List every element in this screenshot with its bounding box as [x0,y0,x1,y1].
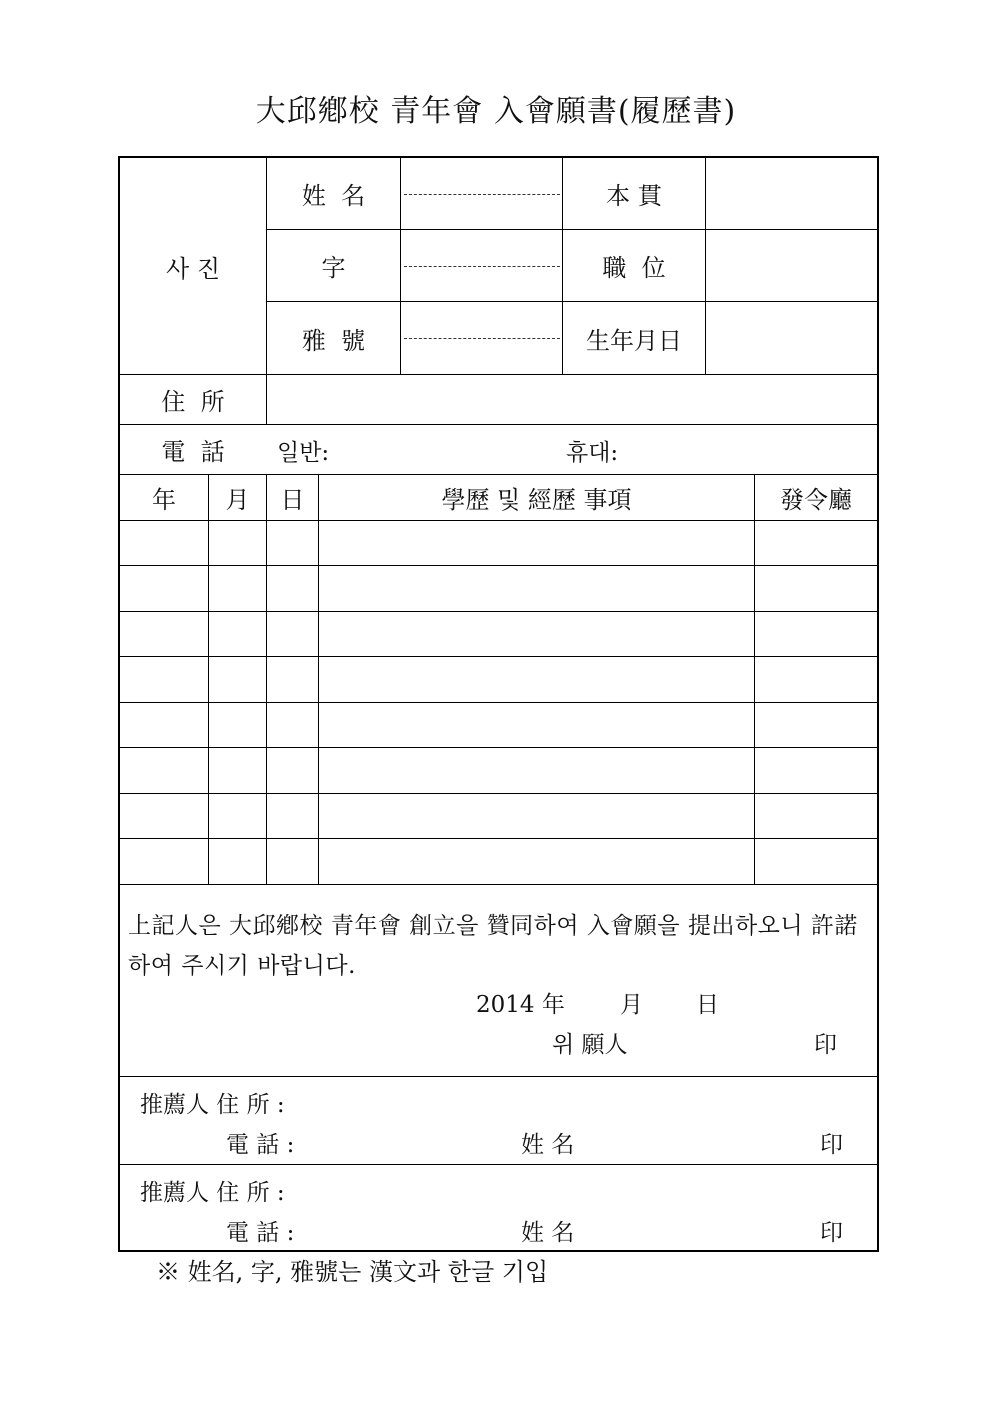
recommender-1-phone-label: 電 話 : [226,1132,295,1158]
dashed-guide [404,266,560,267]
rule [120,793,877,794]
birth-label: 生年月日 [586,326,682,355]
recommender-2-name-label: 姓 名 [521,1220,575,1246]
rule [208,474,209,884]
rule [400,158,401,374]
declaration-text: 上記人은 大邱鄕校 青年會 創立을 贊同하여 入會願을 提出하오니 許諾 하여 주시기 바랍니다. [128,913,858,979]
phone-label: 電 話 [161,438,225,466]
declaration-day: 日 [696,992,719,1018]
name-label: 姓 名 [301,182,366,210]
general-phone-label: 일반: [277,440,330,466]
rule [120,565,877,566]
recommender-2-seal: 印 [820,1220,843,1246]
issuer-header: 發令廳 [780,486,852,514]
recommender-2-address-label: 推薦人 住 所 : [140,1180,285,1206]
applicant-seal: 印 [814,1032,837,1058]
recommender-1-seal: 印 [820,1132,843,1158]
ja-label: 字 [321,254,346,282]
rule [120,1076,877,1077]
photo-label: 사 진 [166,254,220,283]
rule [120,611,877,612]
rule [120,747,877,748]
form-title: 大邱鄕校 青年會 入會願書(履歷書) [255,94,737,129]
position-label: 職 位 [602,254,666,282]
mobile-phone-label: 휴대: [566,440,619,466]
bongwan-label: 本 貫 [606,182,662,210]
rule [120,656,877,657]
matters-header: 學歷 및 經歷 事項 [441,486,632,514]
rule [120,520,877,521]
aho-label: 雅 號 [301,326,366,355]
rule [120,838,877,839]
footnote: ※ 姓名, 字, 雅號는 漢文과 한글 기입 [156,1258,549,1286]
year-header: 年 [152,486,176,514]
rule [705,158,706,374]
dashed-guide [404,338,560,339]
rule [120,1164,877,1165]
rule [754,474,755,884]
declaration-month: 月 [620,992,643,1018]
month-header: 月 [225,486,250,514]
dashed-guide [404,194,560,195]
recommender-2-phone-label: 電 話 : [226,1220,295,1246]
rule [318,474,319,884]
address-label: 住 所 [161,388,225,416]
application-form [118,156,879,1252]
rule [266,474,267,884]
day-header: 日 [280,486,305,514]
recommender-1-address-label: 推薦人 住 所 : [140,1092,285,1118]
applicant-label: 위 願人 [552,1032,628,1058]
rule [120,884,877,885]
declaration-year: 2014 年 [476,992,565,1018]
recommender-1-name-label: 姓 名 [521,1132,575,1158]
rule [120,702,877,703]
